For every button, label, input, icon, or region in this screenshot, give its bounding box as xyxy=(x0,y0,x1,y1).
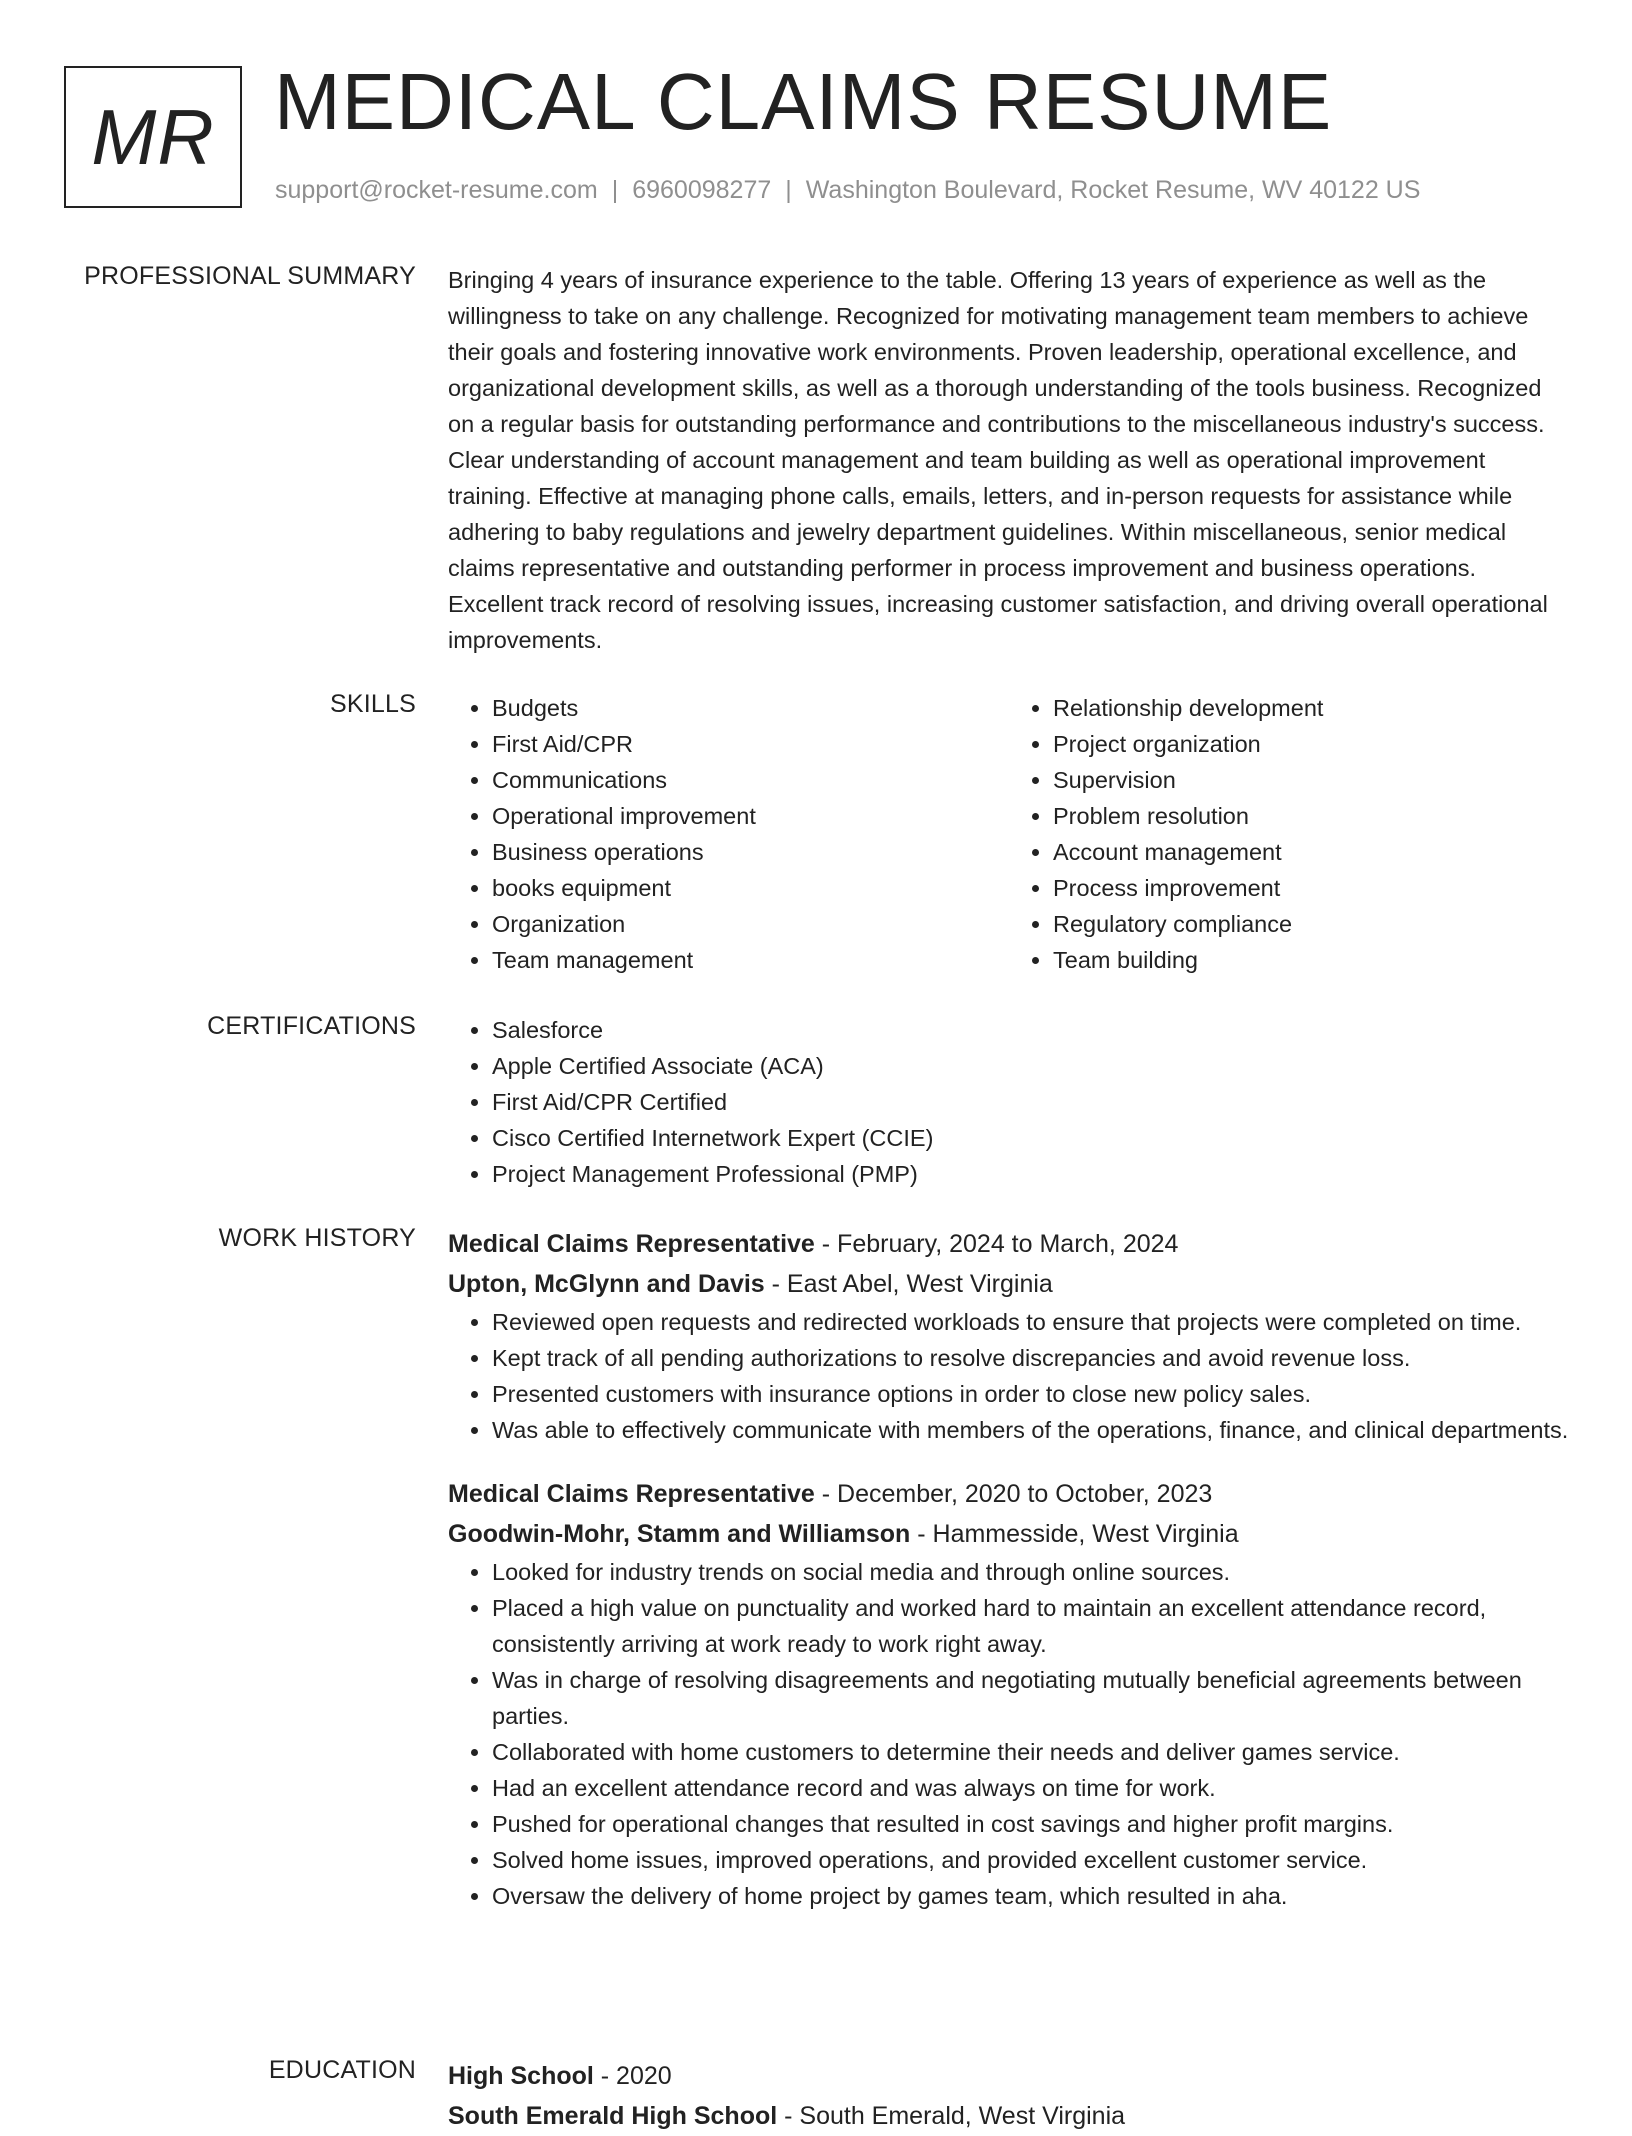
job-role: Medical Claims Representative xyxy=(448,1230,815,1258)
education-school: South Emerald High School xyxy=(448,2102,778,2130)
job-bullet: • Was able to effectively communicate with members of the operations, finance, and clinical departments. xyxy=(492,1412,1570,1448)
job-bullet: • Was in charge of resolving disagreements and negotiating mutually beneficial agreements between parties. xyxy=(492,1662,1570,1734)
summary-body xyxy=(448,262,1570,658)
contact-email[interactable]: support@rocket-resume.com xyxy=(275,176,598,204)
contact-phone[interactable]: 6960098277 xyxy=(632,176,772,204)
skill-item: • Account management xyxy=(1053,834,1570,870)
contact-line xyxy=(275,176,1420,205)
job-bullet: • Had an excellent attendance record and was always on time for work. xyxy=(492,1770,1570,1806)
contact-separator: | xyxy=(785,176,792,204)
certification-item: • Salesforce xyxy=(492,1012,1570,1048)
job-title-line xyxy=(448,1224,1570,1264)
job-company-line xyxy=(448,1264,1570,1304)
certifications-list xyxy=(448,1012,1570,1192)
job-dates: - December, 2020 to October, 2023 xyxy=(814,1480,1213,1508)
section-title-certifications: CERTIFICATIONS xyxy=(207,1012,416,1040)
skill-item: • Communications xyxy=(492,762,1009,798)
education-body xyxy=(448,2056,1570,2136)
skill-item: • Team building xyxy=(1053,942,1570,978)
job-dates: - February, 2024 to March, 2024 xyxy=(814,1230,1179,1258)
work-history-body xyxy=(448,1224,1570,1914)
monogram-initials: MR xyxy=(91,92,215,181)
skill-item: • Project organization xyxy=(1053,726,1570,762)
skill-item: • Problem resolution xyxy=(1053,798,1570,834)
summary-text: Bringing 4 years of insurance experience to the table. Offering 13 years of experience as well as the willingness to take on any challenge. Recognized for motivating management team members to achieve their goals and fostering innovative work environments. Proven leadership, operational excellence, and organizational development skills, as well as a thorough understanding of the tools business. Recognized on a regular basis for outstanding performance and contributions to the miscellaneous industry's success. Clear understanding of account management and team building as well as operational improvement training. Effective at managing phone calls, emails, letters, and in-person requests for assistance while adhering to baby regulations and jewelry department guidelines. Within miscellaneous, senior medical claims representative and outstanding performer in process improvement and business operations. Excellent track record of resolving issues, increasing customer satisfaction, and driving overall operational improvements. xyxy=(448,267,1548,653)
education-degree: High School xyxy=(448,2062,594,2090)
job-company-line xyxy=(448,1514,1570,1554)
job-bullet: • Oversaw the delivery of home project by games team, which resulted in aha. xyxy=(492,1878,1570,1914)
resume-title: MEDICAL CLAIMS RESUME xyxy=(274,57,1333,146)
contact-address: Washington Boulevard, Rocket Resume, WV 40122 US xyxy=(805,176,1421,204)
job-bullet: • Placed a high value on punctuality and worked hard to maintain an excellent attendance record, consistently arriving at work ready to work right away. xyxy=(492,1590,1570,1662)
certifications-body xyxy=(448,1012,1570,1192)
section-title-education: EDUCATION xyxy=(268,2056,416,2084)
job-title-line xyxy=(448,1474,1570,1514)
skill-item: • Team management xyxy=(492,942,1009,978)
education-year: - 2020 xyxy=(593,2062,672,2090)
job-bullet: • Collaborated with home customers to determine their needs and deliver games service. xyxy=(492,1734,1570,1770)
job-entry xyxy=(448,1224,1570,1448)
skill-item: • Regulatory compliance xyxy=(1053,906,1570,942)
certification-item: • Apple Certified Associate (ACA) xyxy=(492,1048,1570,1084)
skill-item: • books equipment xyxy=(492,870,1009,906)
job-bullet: • Reviewed open requests and redirected workloads to ensure that projects were completed on time. xyxy=(492,1304,1570,1340)
section-title-work-history: WORK HISTORY xyxy=(218,1224,416,1252)
job-bullet: • Kept track of all pending authorizations to resolve discrepancies and avoid revenue loss. xyxy=(492,1340,1570,1376)
skill-item: • Operational improvement xyxy=(492,798,1009,834)
job-bullet: • Solved home issues, improved operations, and provided excellent customer service. xyxy=(492,1842,1570,1878)
certification-item: • Project Management Professional (PMP) xyxy=(492,1156,1570,1192)
job-company: Upton, McGlynn and Davis xyxy=(448,1270,765,1298)
skill-item: • Organization xyxy=(492,906,1009,942)
education-school-line xyxy=(448,2096,1570,2136)
job-bullets xyxy=(448,1304,1570,1448)
education-location: - South Emerald, West Virginia xyxy=(777,2102,1126,2130)
education-degree-line xyxy=(448,2056,1570,2096)
section-title-skills: SKILLS xyxy=(330,690,416,718)
job-location: - Hammesside, West Virginia xyxy=(910,1520,1239,1548)
skills-list-left xyxy=(448,690,1009,978)
section-title-summary: PROFESSIONAL SUMMARY xyxy=(84,262,416,290)
job-bullet: • Looked for industry trends on social media and through online sources. xyxy=(492,1554,1570,1590)
job-bullets xyxy=(448,1554,1570,1914)
skills-body xyxy=(448,690,1570,978)
job-location: - East Abel, West Virginia xyxy=(764,1270,1053,1298)
skill-item: • First Aid/CPR xyxy=(492,726,1009,762)
skill-item: • Budgets xyxy=(492,690,1009,726)
job-bullet: • Presented customers with insurance options in order to close new policy sales. xyxy=(492,1376,1570,1412)
job-role: Medical Claims Representative xyxy=(448,1480,815,1508)
job-company: Goodwin-Mohr, Stamm and Williamson xyxy=(448,1520,911,1548)
skill-item: • Business operations xyxy=(492,834,1009,870)
certification-item: • Cisco Certified Internetwork Expert (CCIE) xyxy=(492,1120,1570,1156)
job-bullet: • Pushed for operational changes that resulted in cost savings and higher profit margins. xyxy=(492,1806,1570,1842)
certification-item: • First Aid/CPR Certified xyxy=(492,1084,1570,1120)
job-entry xyxy=(448,1474,1570,1914)
contact-separator: | xyxy=(611,176,619,204)
skill-item: • Supervision xyxy=(1053,762,1570,798)
skill-item: • Process improvement xyxy=(1053,870,1570,906)
skills-list-right xyxy=(1009,690,1570,978)
skill-item: • Relationship development xyxy=(1053,690,1570,726)
monogram-box xyxy=(64,66,242,208)
